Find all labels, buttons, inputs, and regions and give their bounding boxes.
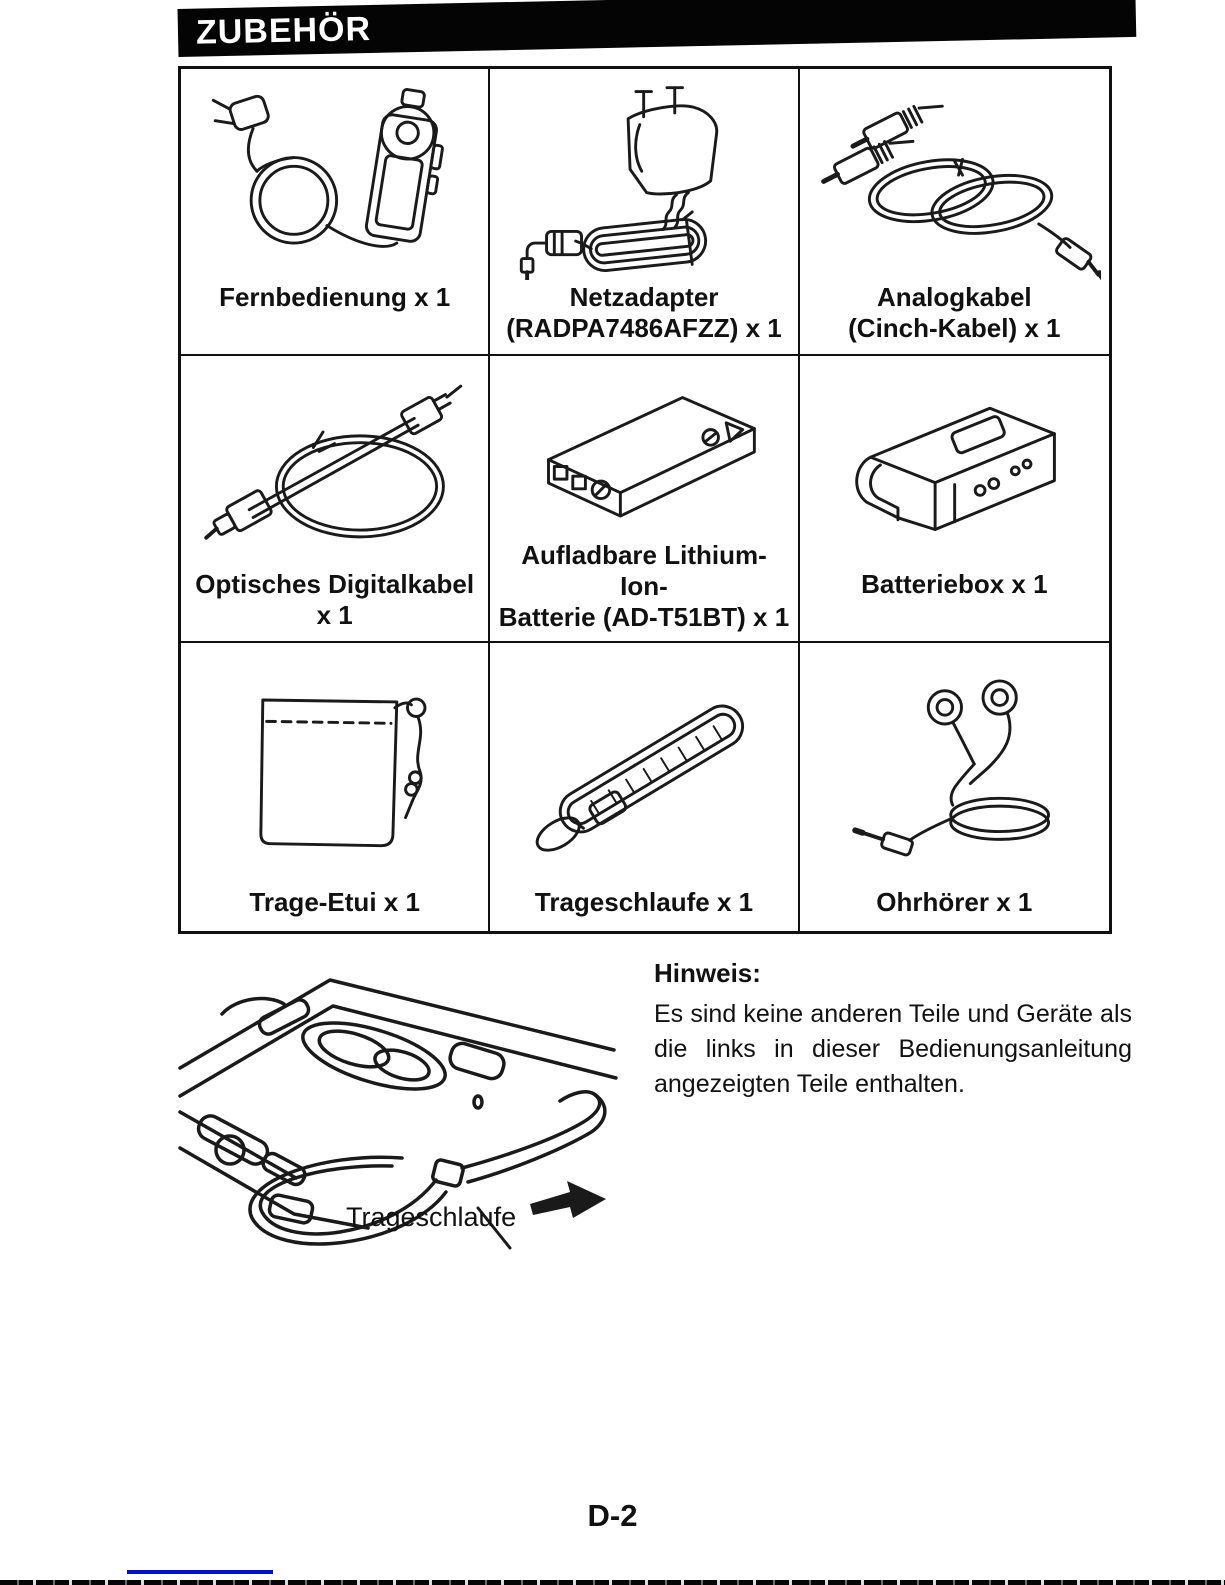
accessory-label: Batteriebox x 1 [861,569,1048,599]
accessory-label: Ohrhörer x 1 [876,887,1033,917]
strap-callout-label: Trageschlaufe [346,1202,517,1232]
analog-cable-illustration [808,73,1101,282]
remote-control-illustration [189,73,480,282]
accessory-cell-analogkabel [800,69,1109,356]
battery-box-illustration [808,360,1101,569]
lithium-ion-battery-illustration [498,360,789,540]
accessory-label: Trageschlaufe x 1 [534,887,754,917]
accessory-cell-trageschlaufe [490,643,799,931]
accessory-label: Aufladbare Lithium-Ion- Batterie (AD-T51BT) x 1 [498,540,790,632]
accessory-cell-netzadapter [490,69,799,356]
carrying-case-illustration [189,647,480,887]
note-heading: Hinweis: [654,958,761,988]
optical-digital-cable-illustration [189,360,480,569]
accessory-label: Trage-Etui x 1 [249,887,420,917]
accessory-cell-ohrhoerer [800,643,1109,931]
accessory-label: Netzadapter (RADPA7486AFZZ) x 1 [506,282,782,343]
section-header-bar [177,0,1136,57]
page-number: D-2 [587,1498,638,1533]
accessory-cell-trage-etui [181,643,490,931]
ac-adapter-illustration [498,73,789,282]
accessory-label: Fernbedienung x 1 [219,282,451,312]
section-title: ZUBEHÖR [195,9,372,52]
accessory-cell-batterie [490,356,799,643]
accessory-cell-batteriebox [800,356,1109,643]
accessories-grid [178,66,1112,934]
note-block [654,958,1132,1102]
accent-line [127,1570,273,1574]
note-body: Es sind keine anderen Teile und Geräte als die links in dieser Bedienungsanleitung angezeigten Teile enthalten. [654,1000,1132,1098]
accessory-cell-fernbedienung [181,69,490,356]
accessory-label: Optisches Digitalkabel x 1 [195,569,475,630]
earphones-illustration [808,647,1101,887]
page-bottom-edge [0,1580,1225,1585]
carrying-strap-illustration [498,647,789,887]
accessory-cell-optisches-digitalkabel [181,356,490,643]
accessory-label: Analogkabel (Cinch-Kabel) x 1 [848,282,1061,343]
